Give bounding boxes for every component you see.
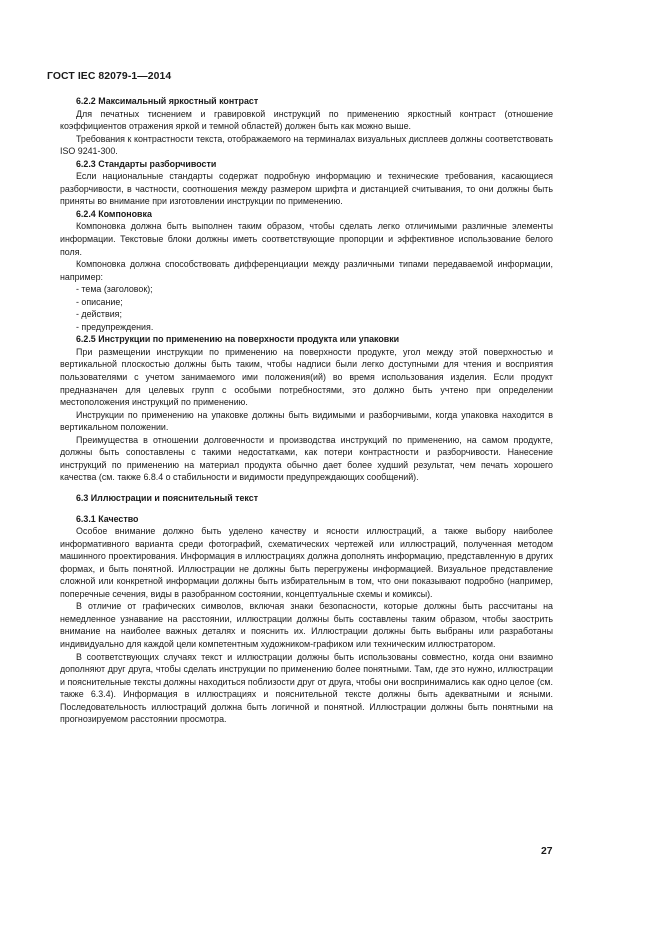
paragraph: Для печатных тиснением и гравировкой инструкций по применению яркостный контраст (отношение коэффициентов отражения яркой и темной областей) должен быть как можно выше. — [60, 108, 553, 132]
paragraph: Особое внимание должно быть уделено качеству и ясности иллюстраций, а также выбору наиболее информативного варианта среди фотографий, схематических чертежей или иллюстраций, полученная методом машинного проектирования. Информация в иллюстрациях должна дополнять информацию, представленную в других формах, и быть понятной. Иллюстрации не должны быть перегружены информацией. Визуальное представление сложной или конкретной информации должны быть избирательным в том, что они показывают подробно (например, поперечные сечения, виды в разобранном состоянии, концептуальные схемы и комиксы). — [60, 526, 553, 599]
paragraph: Компоновка должна способствовать дифференциации между различными типами передаваемой информации, например: — [60, 259, 553, 282]
section-heading-6-3-1: 6.3.1 Качество — [76, 513, 139, 524]
list-item: - действия; — [76, 309, 122, 320]
paragraph: Инструкции по применению на упаковке должны быть видимыми и разборчивыми, когда упаковка находится в вертикальном положении. — [60, 409, 553, 433]
section-heading-6-2-4: 6.2.4 Компоновка — [76, 208, 152, 219]
paragraph: В отличие от графических символов, включая знаки безопасности, которые должны быть рассчитаны на немедленное узнавание на расстоянии, иллюстрации должны быть составлены таким образом, чтобы заострить внимание на наиболее важных деталях и пояснить их. Иллюстрации должны быть выбраны или разработаны индивидуально для каждой цели компетентным художником-графиком или техническим иллюстратором. — [60, 601, 553, 649]
list-item: - предупреждения. — [76, 321, 154, 332]
info-type-list — [60, 283, 553, 333]
section-heading-6-2-3: 6.2.3 Стандарты разборчивости — [76, 158, 217, 169]
paragraph: Компоновка должна быть выполнен таким образом, чтобы сделать легко отличимыми различные элементы информации. Текстовые блоки должны иметь соответствующие пропорции и эффективное использование белого поля. — [60, 221, 553, 257]
list-item: - тема (заголовок); — [76, 284, 153, 295]
section-heading-6-3: 6.3 Иллюстрации и пояснительный текст — [76, 492, 259, 503]
section-heading-6-2-2: 6.2.2 Максимальный яркостный контраст — [76, 96, 259, 106]
paragraph: Преимущества в отношении долговечности и производства инструкций по применению, на самом продукте, должны быть сопоставлены с такими недостатками, как потери контрастности и разборчивости. Нанесение инструкций по применению на материал продукта обычно дает более худший результат, чем печать хорошего качества (см. также 6.8.4 о стабильности и видимости предупреждающих сообщений). — [60, 434, 553, 483]
paragraph: В соответствующих случаях текст и иллюстрации должны быть использованы совместно, когда они взаимно дополняют друг друга, чтобы сделать инструкции по применению более понятными. Там, где это нужно, иллюстрации и пояснительные тексты должны находиться поблизости друг от друга, чтобы они воспринимались как одно целое (см. также 6.3.4). Информация в иллюстрациях и пояснительной тексте должны быть адекватными и ясными. Последовательность иллюстраций должна быть логичной и понятной. Иллюстрации должны быть понятными на прогнозируемом расстоянии просмотра. — [60, 651, 553, 725]
page-number: 27 — [541, 846, 553, 857]
paragraph: При размещении инструкции по применению на поверхности продукте, угол между этой поверхностью и вертикальной плоскостью должны быть таким, чтобы надписи были легко доступными для чтения и восприятия пользователями с учетом занимаемого ими положения(ий) во время использования изделия. Если продукт предназначен для целевых групп с особыми потребностями, это должно быть учтено при определении местоположения инструкций по применению. — [60, 346, 553, 408]
section-heading-6-2-5: 6.2.5 Инструкции по применению на поверхности продукта или упаковки — [76, 334, 400, 345]
document-header: ГОСТ IEC 82079-1—2014 — [47, 71, 172, 82]
paragraph: Требования к контрастности текста, отображаемого на терминалах визуальных дисплеев должны соответствовать ISO 9241-300. — [60, 133, 553, 157]
list-item: - описание; — [76, 296, 123, 307]
paragraph: Если национальные стандарты содержат подробную информацию и технические требования, касающиеся разборчивости, в частности, соотношения между размером шрифта и дистанцией считывания, то они должны быть приняты во внимание при изготовлении инструкции по применению. — [60, 171, 553, 207]
page-body — [60, 95, 553, 726]
